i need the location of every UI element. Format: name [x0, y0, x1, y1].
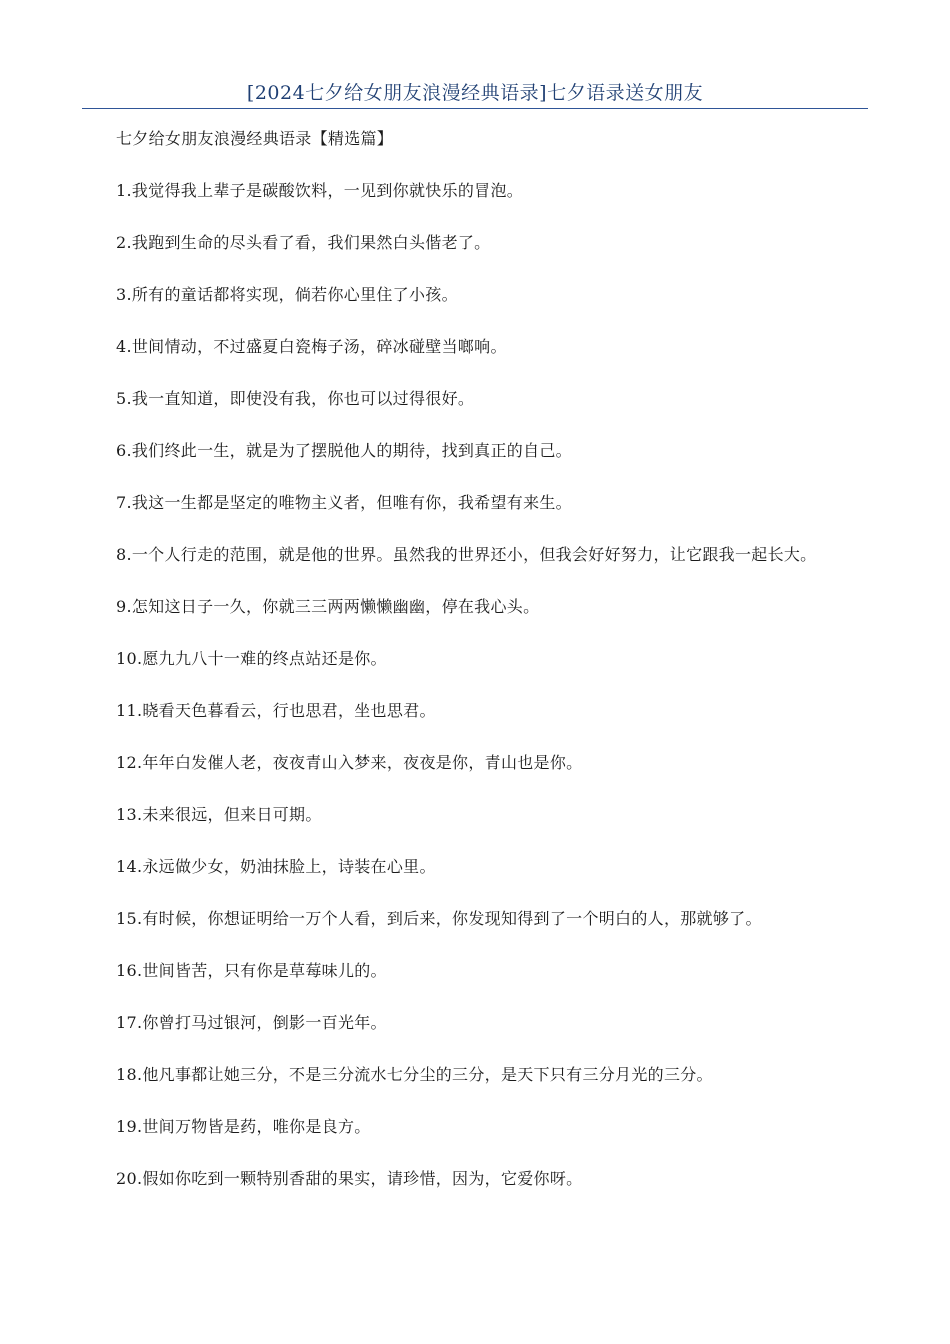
section-title: 七夕给女朋友浪漫经典语录【精选篇】: [116, 129, 394, 148]
document-body: [82, 124, 868, 1216]
quote-paragraph: 1.我觉得我上辈子是碳酸饮料，一见到你就快乐的冒泡。: [116, 181, 524, 200]
quote-paragraph: 2.我跑到生命的尽头看了看，我们果然白头偕老了。: [116, 233, 491, 252]
quote-paragraph: 13.未来很远，但来日可期。: [116, 805, 322, 824]
header-divider: [82, 108, 868, 109]
quote-paragraph: 6.我们终此一生，就是为了摆脱他人的期待，找到真正的自己。: [116, 441, 572, 460]
header-title: [2024七夕给女朋友浪漫经典语录]七夕语录送女朋友: [246, 82, 704, 104]
quote-paragraph: 16.世间皆苦，只有你是草莓味儿的。: [116, 961, 387, 980]
quote-paragraph: 3.所有的童话都将实现，倘若你心里住了小孩。: [116, 285, 458, 304]
quote-paragraph: 11.晓看天色暮看云，行也思君，坐也思君。: [116, 701, 436, 720]
quote-paragraph: 7.我这一生都是坚定的唯物主义者，但唯有你，我希望有来生。: [116, 493, 572, 512]
quote-paragraph: 5.我一直知道，即使没有我，你也可以过得很好。: [116, 389, 475, 408]
quote-paragraph: 9.怎知这日子一久，你就三三两两懒懒幽幽，停在我心头。: [116, 597, 540, 616]
quote-paragraph: 12.年年白发催人老，夜夜青山入梦来，夜夜是你，青山也是你。: [116, 753, 583, 772]
quote-paragraph: 8.一个人行走的范围，就是他的世界。虽然我的世界还小，但我会好好努力，让它跟我一起长大。: [116, 545, 817, 564]
quote-paragraph: 19.世间万物皆是药，唯你是良方。: [116, 1117, 371, 1136]
quote-paragraph: 15.有时候，你想证明给一万个人看，到后来，你发现知得到了一个明白的人，那就够了。: [116, 909, 762, 928]
quote-paragraph: 14.永远做少女，奶油抹脸上，诗装在心里。: [116, 857, 436, 876]
quote-paragraph: 4.世间情动，不过盛夏白瓷梅子汤，碎冰碰壁当啷响。: [116, 337, 507, 356]
quote-paragraph: 20.假如你吃到一颗特别香甜的果实，请珍惜，因为，它爱你呀。: [116, 1169, 583, 1188]
quote-paragraph: 10.愿九九八十一难的终点站还是你。: [116, 649, 387, 668]
quote-paragraph: 17.你曾打马过银河，倒影一百光年。: [116, 1013, 387, 1032]
quote-paragraph: 18.他凡事都让她三分，不是三分流水七分尘的三分，是天下只有三分月光的三分。: [116, 1065, 713, 1084]
